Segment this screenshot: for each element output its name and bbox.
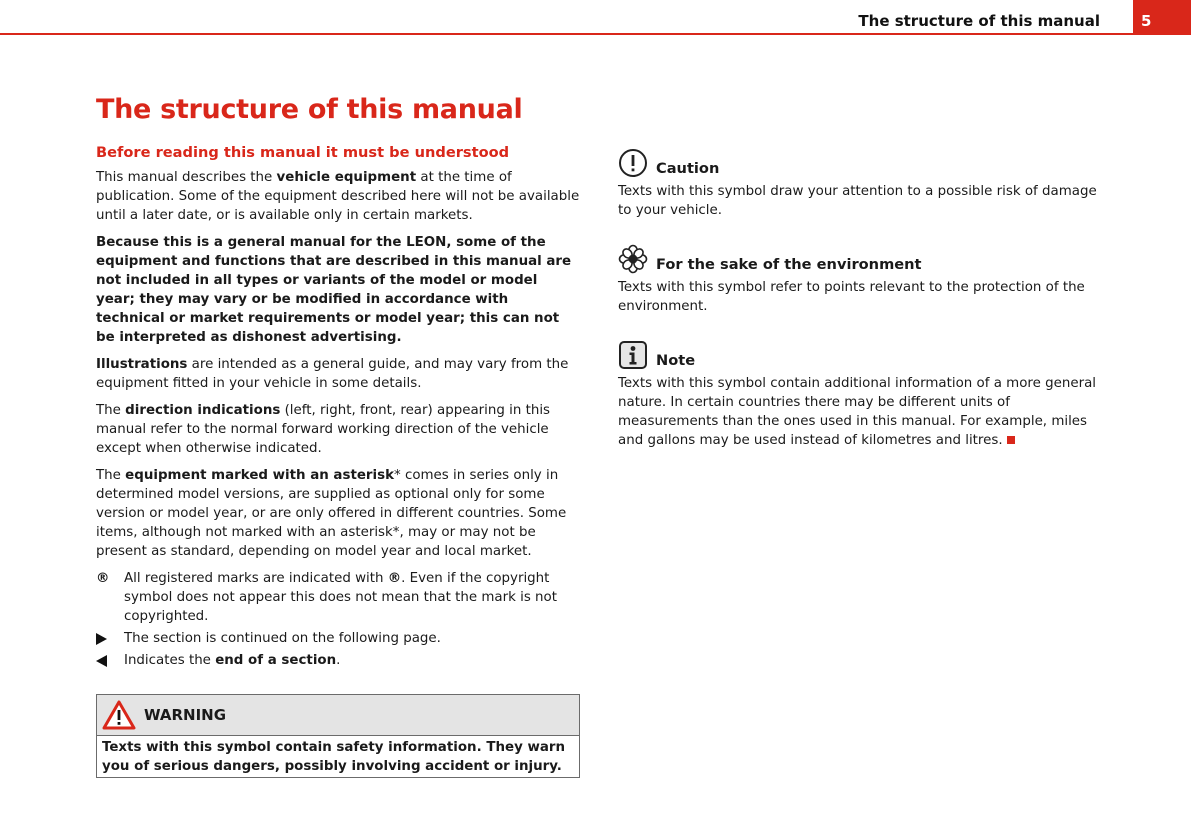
paragraph-direction-indications: The direction indications (left, right, front, rear) appearing in this manual refer to the normal forward working direction of the vehicle except when otherwise indicated. — [96, 403, 551, 456]
registered-mark: ® — [96, 571, 110, 586]
environment-text: Texts with this symbol refer to points relevant to the protection of the environment. — [618, 280, 1085, 314]
caution-text: Texts with this symbol draw your attention to a possible risk of damage to your vehicle. — [618, 184, 1097, 218]
note-text-wrap — [618, 374, 1106, 450]
list-item-continued: The section is continued on the following page. — [96, 629, 580, 648]
right-column — [618, 148, 1106, 474]
list-item-registered: ® All registered marks are indicated with ®. Even if the copyright symbol does not appear this does not mean that the mark is not copyrighted. — [96, 571, 557, 624]
section-heading: Before reading this manual it must be understood — [96, 144, 510, 161]
running-header-title: The structure of this manual — [858, 12, 1100, 30]
warning-text: Texts with this symbol contain safety information. They warn you of serious dangers, possibly involving accident or injury. — [102, 740, 566, 774]
list-item-end-section: Indicates the end of a section. — [96, 651, 580, 670]
continue-triangle-icon — [96, 633, 107, 645]
warning-box — [96, 694, 580, 778]
caution-exclamation-icon — [618, 148, 648, 178]
warning-triangle-icon — [102, 700, 136, 730]
warning-header — [97, 695, 579, 736]
end-square-icon — [1007, 436, 1015, 444]
paragraph-general-manual: Because this is a general manual for the LEON, some of the equipment and functions that are described in this manual are not included in all types or variants of the model or model year; they may vary or be modified in accordance with technical or market requirements or model year; this can not be interpreted as dishonest advertising. — [96, 235, 572, 345]
header-rule — [0, 33, 1191, 35]
note-block — [618, 340, 1106, 450]
caution-block — [618, 148, 1106, 220]
note-title: Note — [656, 352, 696, 369]
environment-block — [618, 244, 1106, 316]
page-number: 5 — [1133, 0, 1191, 35]
warning-title: WARNING — [144, 705, 227, 724]
environment-title: For the sake of the environment — [656, 256, 922, 273]
environment-flower-icon — [618, 244, 648, 274]
paragraph-vehicle-equipment: This manual describes the vehicle equipment at the time of publication. Some of the equipment described here will not be available until a later date, or is available only in certain markets. — [96, 170, 580, 223]
note-text: Texts with this symbol contain additional information of a more general nature. In certain countries there may be different units of measurements than the ones used in this manual. For example, miles and gallons may be used instead of kilometres and litres. — [618, 376, 1097, 448]
page-title: The structure of this manual — [96, 94, 523, 125]
paragraph-illustrations: Illustrations are intended as a general guide, and may vary from the equipment fitted in your vehicle in some details. — [96, 357, 569, 391]
paragraph-asterisk: The equipment marked with an asterisk* comes in series only in determined model versions, are supplied as optional only for some version or model year, or are only offered in different countries. Some items, although not marked with an asterisk*, may or may not be present as standard, depending on model year and local market. — [96, 468, 567, 559]
caution-title: Caution — [656, 160, 720, 177]
end-triangle-icon — [96, 655, 107, 667]
left-column — [96, 144, 580, 778]
info-i-icon — [618, 340, 648, 370]
